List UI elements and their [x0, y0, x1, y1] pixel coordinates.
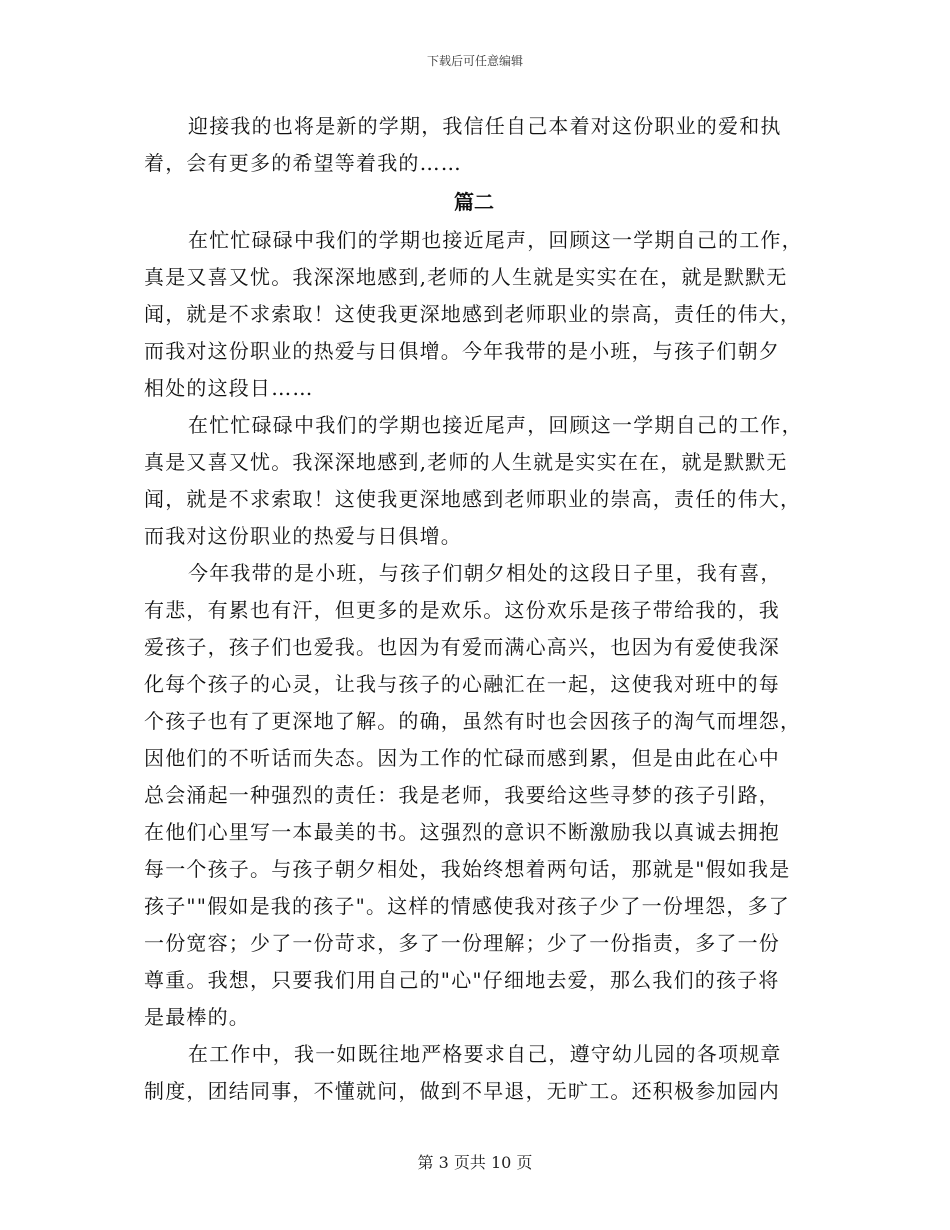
- paragraph-line: 尊重。我想，只要我们用自己的"心"仔细地去爱，那么我们的孩子将: [144, 968, 780, 992]
- page-number: 第 3 页共 10 页: [417, 1153, 533, 1172]
- paragraph-line: 相处的这段日……: [144, 376, 314, 400]
- paragraph-line: 在工作中，我一如既往地严格要求自己，遵守幼儿园的各项规章: [188, 1042, 782, 1066]
- paragraph-line: 化每个孩子的心灵，让我与孩子的心融汇在一起，这使我对班中的每: [144, 672, 780, 696]
- paragraph-line: 有悲，有累也有汗，但更多的是欢乐。这份欢乐是孩子带给我的，我: [144, 598, 780, 622]
- document-body: [144, 108, 804, 1110]
- paragraph-line: 在他们心里写一本最美的书。这强烈的意识不断激励我以真诚去拥抱: [144, 820, 780, 844]
- paragraph-line: 总会涌起一种强烈的责任：我是老师，我要给这些寻梦的孩子引路，: [144, 783, 780, 807]
- paragraph-line: 真是又喜又忧。我深深地感到,老师的人生就是实实在在，就是默默无: [144, 450, 788, 474]
- paragraph-line: 今年我带的是小班，与孩子们朝夕相处的这段日子里，我有喜，: [188, 561, 782, 585]
- paragraph-line: 爱孩子，孩子们也爱我。也因为有爱而满心高兴，也因为有爱使我深: [144, 635, 780, 659]
- paragraph-line: 着，会有更多的希望等着我的……: [144, 151, 462, 175]
- paragraph-line: 制度，团结同事，不懂就问，做到不早退，无旷工。还积极参加园内: [144, 1079, 780, 1103]
- paragraph-line: 在忙忙碌碌中我们的学期也接近尾声，回顾这一学期自己的工作，: [188, 228, 803, 252]
- paragraph-line: 是最棒的。: [144, 1005, 250, 1029]
- paragraph-line: 在忙忙碌碌中我们的学期也接近尾声，回顾这一学期自己的工作，: [188, 413, 803, 437]
- paragraph-line: 迎接我的也将是新的学期，我信任自己本着对这份职业的爱和执: [188, 114, 782, 138]
- paragraph-line: 一份宽容；少了一份苛求，多了一份理解；少了一份指责，多了一份: [144, 931, 780, 955]
- paragraph-line: 闻，就是不求索取！这使我更深地感到老师职业的崇高，责任的伟大，: [144, 487, 802, 511]
- paragraph-line: 个孩子也有了更深地了解。的确，虽然有时也会因孩子的淘气而埋怨，: [144, 709, 802, 733]
- paragraph-line: 真是又喜又忧。我深深地感到,老师的人生就是实实在在，就是默默无: [144, 265, 788, 289]
- page-header-note: 下载后可任意编辑: [426, 54, 523, 68]
- paragraph-line: 而我对这份职业的热爱与日俱增。: [144, 524, 462, 548]
- paragraph-line: 闻，就是不求索取！这使我更深地感到老师职业的崇高，责任的伟大，: [144, 302, 802, 326]
- paragraph-line: 孩子""假如是我的孩子"。这样的情感使我对孩子少了一份埋怨，多了: [144, 894, 790, 918]
- paragraph-line: 每一个孩子。与孩子朝夕相处，我始终想着两句话，那就是"假如我是: [144, 857, 791, 881]
- section-title: 篇二: [454, 190, 494, 214]
- paragraph-line: 因他们的不听话而失态。因为工作的忙碌而感到累，但是由此在心中: [144, 746, 780, 770]
- paragraph-line: 而我对这份职业的热爱与日俱增。今年我带的是小班，与孩子们朝夕: [144, 339, 780, 363]
